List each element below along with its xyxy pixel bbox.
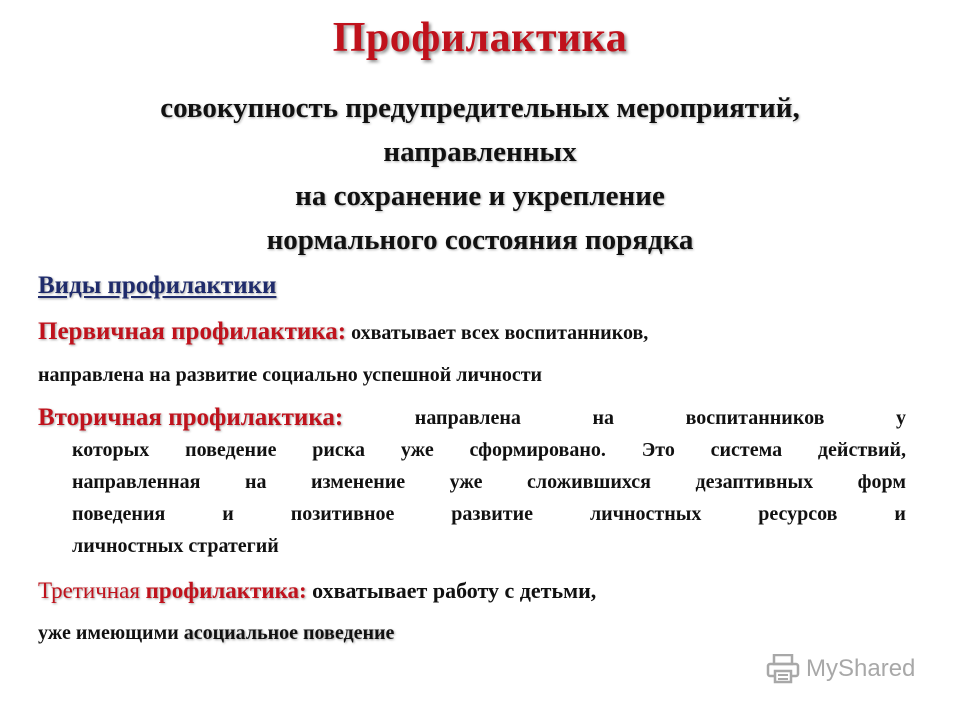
secondary-word: поведение [185, 439, 277, 461]
secondary-word: на [244, 471, 267, 493]
secondary-word: дезаптивных [695, 471, 814, 493]
primary-prevention-label: Первичная профилактика: [38, 318, 347, 345]
secondary-word: сложившихся [527, 471, 652, 493]
watermark-text: MyShared [806, 655, 916, 682]
tertiary-prevention-label-colon: : [298, 578, 307, 603]
secondary-word: Это [641, 439, 675, 461]
primary-prevention-line-1 [38, 318, 648, 346]
secondary-word: воспитанников [685, 407, 825, 429]
secondary-word: направлена [414, 407, 521, 429]
secondary-body-line [72, 466, 906, 498]
secondary-word: форм [857, 471, 906, 493]
secondary-word: и [222, 503, 234, 525]
printer-logo-icon [766, 654, 800, 684]
secondary-word: позитивное [290, 503, 395, 525]
definition-line-2: направленных [383, 136, 577, 168]
secondary-word: уже [449, 471, 483, 493]
tertiary-line2-prefix: уже имеющими [38, 622, 184, 644]
secondary-word: действий, [817, 439, 906, 461]
tertiary-prevention-text: охватывает работу с детьми, [306, 578, 597, 603]
secondary-word: которых [72, 439, 150, 461]
secondary-word: уже [400, 439, 434, 461]
types-heading: Виды профилактики [38, 272, 277, 299]
primary-prevention-text: охватывает всех воспитанников, [351, 322, 649, 344]
tertiary-prevention-line-1 [38, 578, 596, 604]
secondary-word: ресурсов [758, 503, 838, 525]
secondary-word: риска [312, 439, 366, 461]
definition-line-4: нормального состояния порядка [266, 224, 694, 256]
primary-prevention-line-2: направлена на развитие социально успешной личности [38, 364, 543, 386]
definition-line-3: на сохранение и укрепление [295, 180, 665, 212]
secondary-word: направленная [72, 471, 201, 493]
secondary-word: система [710, 439, 783, 461]
secondary-body-line [72, 498, 906, 530]
secondary-word: сформировано. [469, 439, 606, 461]
secondary-word: изменение [311, 471, 406, 493]
secondary-body-last-line: личностных стратегий [72, 535, 279, 557]
secondary-word: и [894, 503, 906, 525]
tertiary-line2-emphasis: асоциальное поведение [183, 622, 395, 644]
secondary-word: развитие [451, 503, 534, 525]
page-title: Профилактика [332, 15, 628, 61]
secondary-body-line [72, 434, 906, 466]
secondary-prevention-body [38, 434, 906, 562]
secondary-word: поведения [72, 503, 166, 525]
secondary-word: на [592, 407, 614, 429]
watermark [766, 654, 915, 684]
definition-block [0, 86, 960, 262]
definition-line-1: совокупность предупредительных мероприятий, [160, 92, 800, 124]
tertiary-prevention-label-part1: Третичная [38, 578, 146, 603]
tertiary-prevention-line-2 [38, 622, 394, 645]
secondary-prevention-block [38, 402, 906, 562]
secondary-word: у [895, 407, 906, 429]
secondary-word: личностных [589, 503, 702, 525]
secondary-prevention-label: Вторичная профилактика: [38, 404, 344, 431]
secondary-prevention-line-1 [38, 402, 906, 434]
tertiary-prevention-label-part2: профилактика [145, 578, 299, 603]
